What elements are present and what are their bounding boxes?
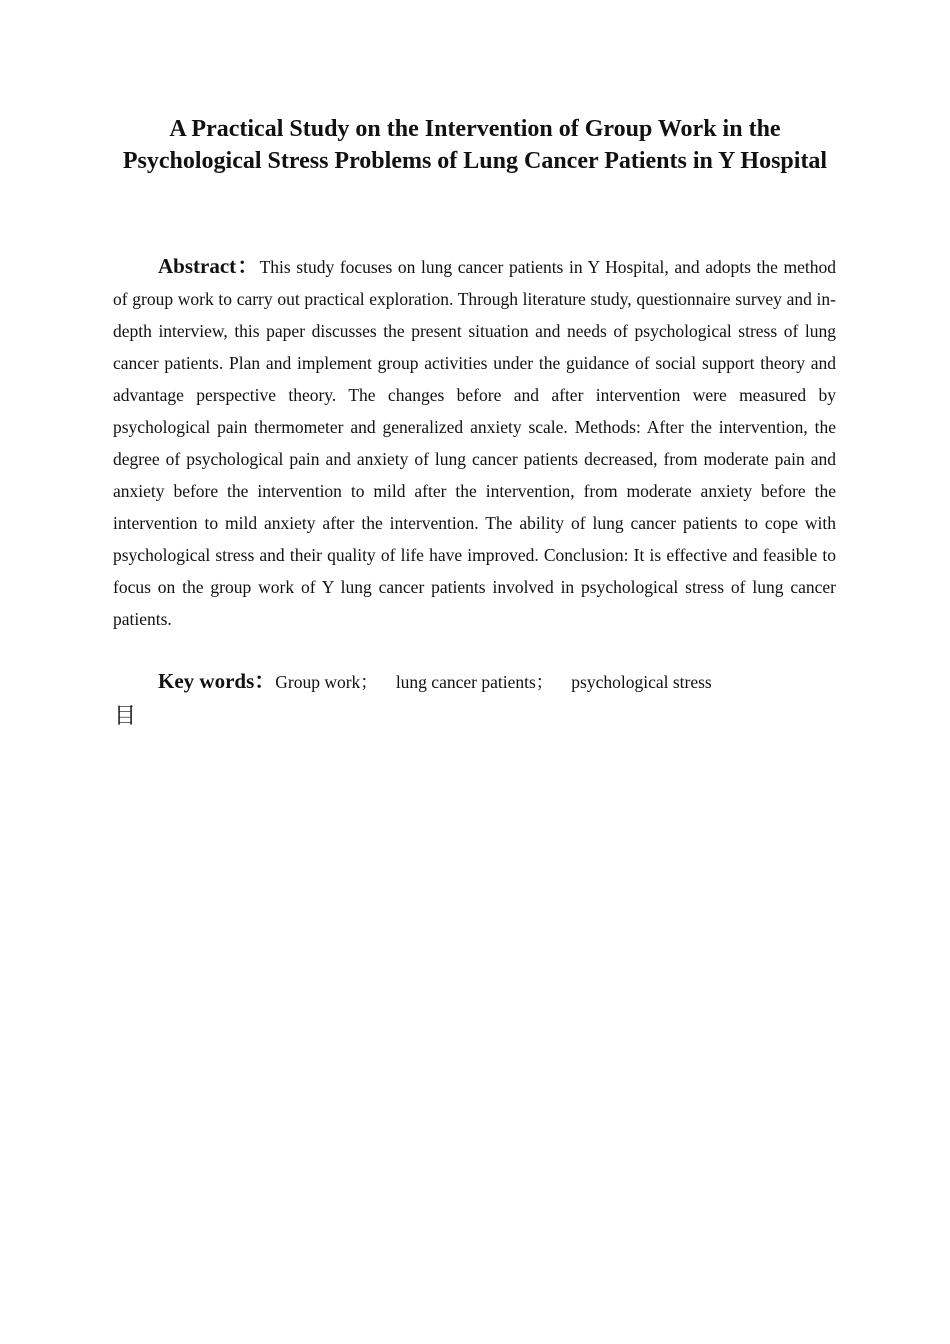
keyword: Group work； bbox=[275, 672, 378, 692]
keyword: lung cancer patients； bbox=[395, 672, 554, 692]
document-title: A Practical Study on the Intervention of Group Work in the Psychological Stress Problems of Lung Cancer Patients in Y Hospital bbox=[122, 116, 828, 174]
abstract-text: This study focuses on lung cancer patients in Y Hospital, and adopts the method of group work to carry out practical exploration. Through literature study, questionnaire survey and in-depth interview, this paper discusses the present situation and needs of psychological stress of lung cancer patients. Plan and implement group activities under the guidance of social support theory and advantage perspective theory. The changes before and after intervention were measured by psychological pain thermometer and generalized anxiety scale. Methods: After the intervention, the degree of psychological pain and anxiety of lung cancer patients decreased, from moderate pain and anxiety before the intervention to mild after the intervention, from moderate anxiety before the intervention to mild anxiety after the intervention. The ability of lung cancer patients to cope with psychological stress and their quality of life have improved. Conclusion: It is effective and feasible to focus on the group work of Y lung cancer patients involved in psychological stress of lung cancer patients. bbox=[113, 257, 836, 629]
abstract-paragraph bbox=[113, 250, 836, 635]
keywords-line bbox=[113, 665, 836, 698]
abstract-label: Abstract： bbox=[158, 254, 260, 278]
keywords-label: Key words： bbox=[158, 669, 276, 693]
keyword: psychological stress bbox=[571, 672, 712, 692]
toc-heading-fragment: 目 bbox=[114, 704, 137, 729]
